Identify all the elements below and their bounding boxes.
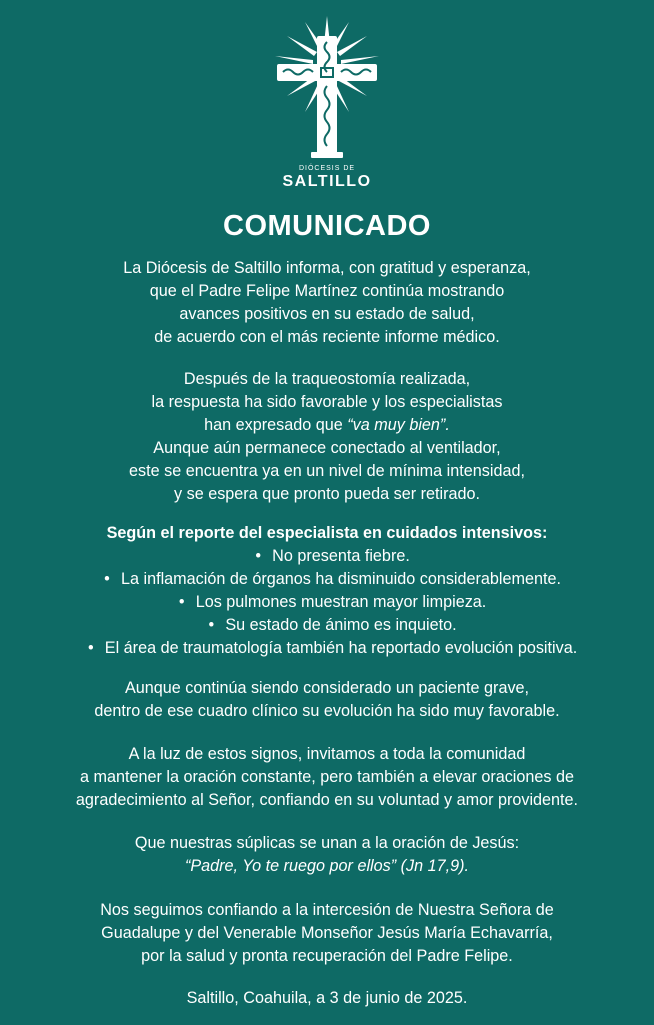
page-title: COMUNICADO <box>223 210 431 242</box>
text-line: Después de la traqueostomía realizada, <box>183 370 471 388</box>
list-item <box>0 545 654 568</box>
text-line: de acuerdo con el más reciente informe médico. <box>154 328 500 347</box>
list-item-text: La inflamación de órganos ha disminuido considerablemente. <box>120 570 562 589</box>
closing-place-date: Saltillo, Coahuila, a 3 de junio de 2025. <box>186 989 468 1007</box>
list-item <box>0 591 654 614</box>
paragraph-prayer <box>0 832 654 878</box>
paragraph-tracheostomy <box>0 368 654 507</box>
text-segment: han expresado que <box>204 416 348 435</box>
text-line: a mantener la oración constante, pero también a elevar oraciones de <box>79 768 575 787</box>
text-line: la respuesta ha sido favorable y los especialistas <box>151 393 503 412</box>
paragraph-condition <box>0 677 654 723</box>
paragraph-intro <box>0 257 654 349</box>
text-line: Que nuestras súplicas se unan a la oración de Jesús: <box>134 834 520 852</box>
text-line: avances positivos en su estado de salud, <box>179 305 475 324</box>
logo-subtitle: DIÓCESIS DE <box>298 165 356 172</box>
list-item-text: El área de traumatología también ha reportado evolución positiva. <box>104 639 578 658</box>
bullet-icon: • <box>178 593 185 612</box>
text-line <box>0 414 654 437</box>
text-line: A la luz de estos signos, invitamos a toda la comunidad <box>128 745 526 763</box>
list-item-text: Su estado de ánimo es inquieto. <box>225 616 457 635</box>
cross-emblem-icon <box>267 14 387 164</box>
text-line: dentro de ese cuadro clínico su evolución ha sido muy favorable. <box>94 702 560 721</box>
paragraph-intercession <box>0 899 654 968</box>
bullet-icon: • <box>87 639 94 658</box>
list-item-text: No presenta fiebre. <box>272 547 410 566</box>
text-line: que el Padre Felipe Martínez continúa mostrando <box>149 282 505 301</box>
text-line: este se encuentra ya en un nivel de mínima intensidad, <box>129 462 525 481</box>
text-line: Guadalupe y del Venerable Monseñor Jesús María Echavarría, <box>101 924 553 943</box>
diocese-logo <box>0 14 654 191</box>
text-line: agradecimiento al Señor, confiando en su voluntad y amor providente. <box>75 791 579 810</box>
paragraph-invitation <box>0 743 654 812</box>
bullet-icon: • <box>208 616 215 635</box>
text-line: por la salud y pronta recuperación del Padre Felipe. <box>141 947 513 966</box>
text-line: La Diócesis de Saltillo informa, con gratitud y esperanza, <box>123 259 531 277</box>
list-item-text: Los pulmones muestran mayor limpieza. <box>195 593 487 612</box>
report-heading: Según el reporte del especialista en cuidados intensivos: <box>106 524 548 542</box>
specialist-report <box>0 522 654 661</box>
list-item <box>0 614 654 637</box>
scripture-quote: “Padre, Yo te ruego por ellos” (Jn 17,9). <box>184 857 470 876</box>
list-item <box>0 637 654 660</box>
logo-name: SALTILLO <box>282 173 372 190</box>
bullet-icon: • <box>104 570 110 589</box>
bullet-icon: • <box>255 547 261 566</box>
quote-text: “va muy bien”. <box>347 416 450 435</box>
text-line: Aunque aún permanece conectado al ventilador, <box>153 439 501 458</box>
text-line: Nos seguimos confiando a la intercesión de Nuestra Señora de <box>100 901 554 919</box>
text-line: y se espera que pronto pueda ser retirado. <box>174 485 480 504</box>
list-item <box>0 568 654 591</box>
text-line: Aunque continúa siendo considerado un paciente grave, <box>124 679 530 697</box>
